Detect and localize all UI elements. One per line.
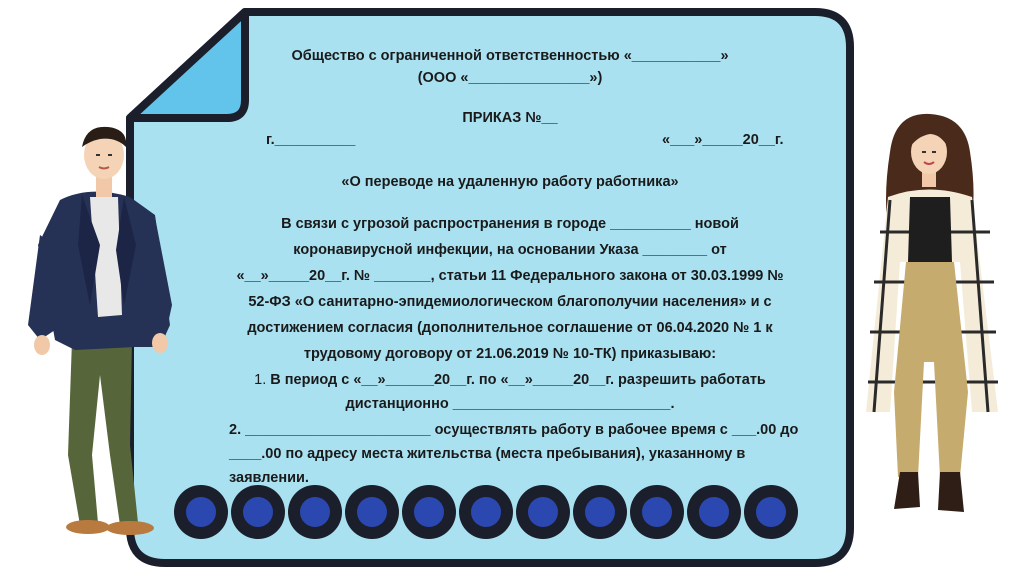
body-line: В связи с угрозой распространения в городе __________ новой (281, 216, 739, 232)
folded-corner (130, 12, 245, 118)
order-city: г.__________ (266, 132, 356, 148)
body-line: коронавирусной инфекции, на основании Указа ________ от (293, 242, 727, 258)
binder-ring-hole (471, 497, 501, 527)
item-1-line-2: дистанционно ___________________________. (345, 396, 675, 412)
organization-abbreviation: (ООО «_______________») (417, 70, 603, 86)
binder-ring-hole (756, 497, 786, 527)
body-line: достижением согласия (дополнительное соглашение от 06.04.2020 № 1 к (247, 320, 773, 336)
order-date: «___»_____20__г. (662, 132, 784, 148)
item-2-line-2: ____.00 по адресу места жительства (места пребывания), указанному в (229, 446, 746, 462)
binder-ring-hole (186, 497, 216, 527)
item-1-text: В период с «__»______20__г. по «__»_____20__г. разрешить работать (266, 372, 766, 388)
binder-ring-hole (300, 497, 330, 527)
binder-ring-hole (414, 497, 444, 527)
item-1-line-1 (130, 372, 890, 388)
item-2-line-1: 2. _______________________ осуществлять работу в рабочее время с ___.00 до (229, 422, 799, 438)
binder-ring-hole (642, 497, 672, 527)
binder-ring-hole (357, 497, 387, 527)
binder-ring-hole (528, 497, 558, 527)
binder-ring-hole (585, 497, 615, 527)
order-title: ПРИКАЗ №__ (462, 110, 558, 126)
item-1-number: 1. (254, 372, 267, 388)
item-2-line-3: заявлении. (229, 470, 309, 486)
binder-ring-hole (699, 497, 729, 527)
body-line: «__»_____20__г. № _______, статьи 11 Федерального закона от 30.03.1999 № (236, 268, 784, 284)
order-subject: «О переводе на удаленную работу работника» (341, 174, 679, 190)
body-line: трудовому договору от 21.06.2019 № 10-ТК) приказываю: (303, 346, 717, 362)
body-line: 52-ФЗ «О санитарно-эпидемиологическом благополучии населения» и с (248, 294, 772, 310)
organization-name: Общество с ограниченной ответственностью «___________» (291, 48, 729, 64)
binder-rings (174, 485, 798, 539)
binder-ring-hole (243, 497, 273, 527)
